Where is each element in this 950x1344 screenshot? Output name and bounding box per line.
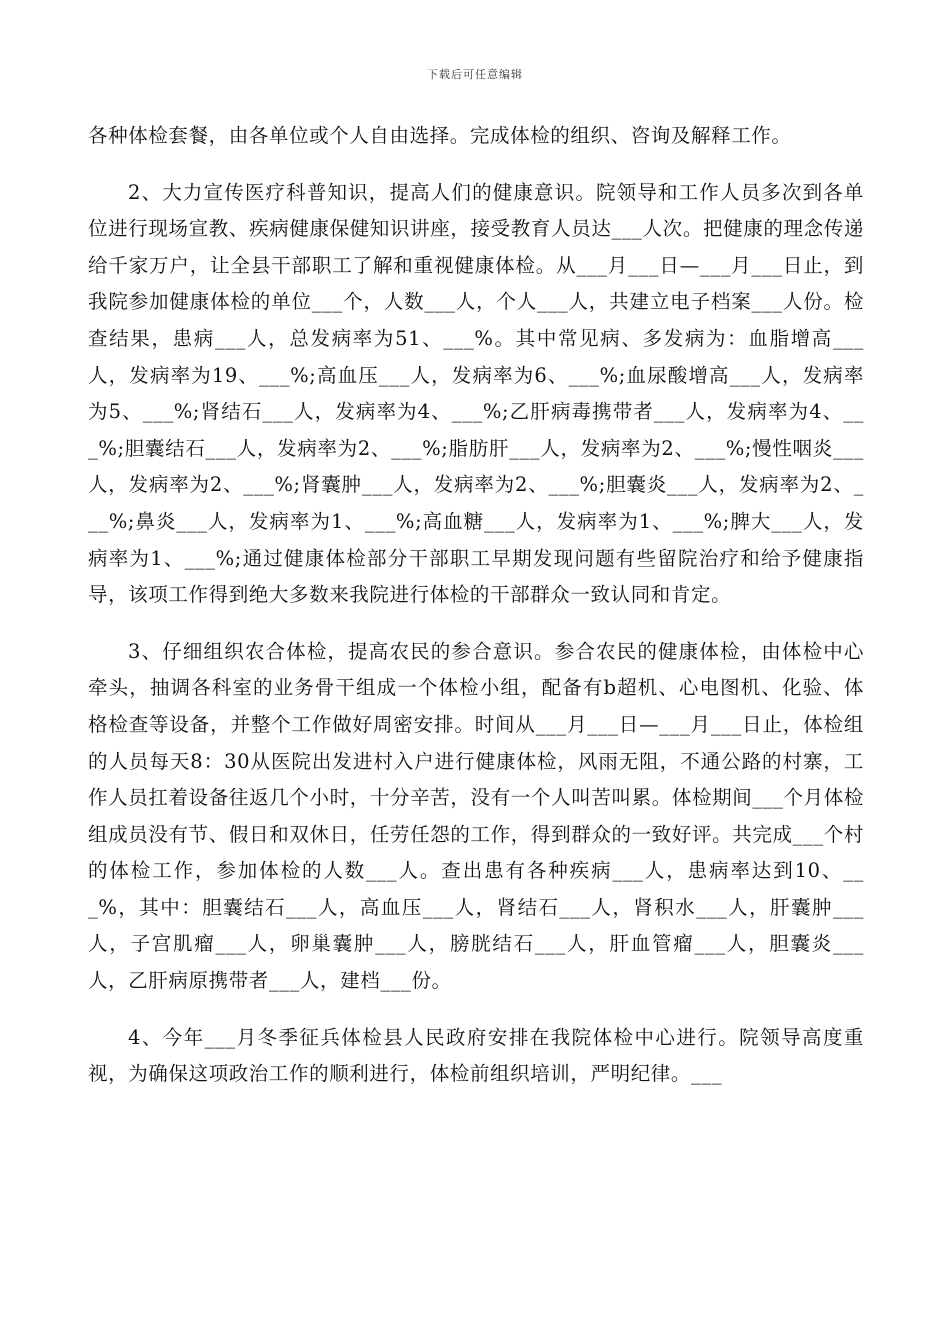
paragraph-item-3: 3、仔细组织农合体检，提高农民的参合意识。参合农民的健康体检，由体检中心牵头，抽调各科室的业务骨干组成一个体检小组，配备有b超机、心电图机、化验、体格检查等设备，并整个工作做好周密安排。时间从___月___日—___月___日止，体检组的人员每天8：30从医院出发进村入户进行健康体检，风雨无阻，不通公路的村寨，工作人员扛着设备往返几个小时，十分辛苦，没有一个人叫苦叫累。体检期间___个月体检组成员没有节、假日和双休日，任劳任怨的工作，得到群众的一致好评。共完成___个村的体检工作，参加体检的人数___人。查出患有各种疾病___人，患病率达到10、___%，其中：胆囊结石___人，高血压___人，肾结石___人，肾积水___人，肝囊肿___人，子宫肌瘤___人，卵巢囊肿___人，膀胱结石___人，肝血管瘤___人，胆囊炎___人，乙肝病原携带者___人，建档___份。 — [88, 639, 864, 993]
paragraph-continuation: 各种体检套餐，由各单位或个人自由选择。完成体检的组织、咨询及解释工作。 — [88, 124, 792, 147]
paragraph-item-4: 4、今年___月冬季征兵体检县人民政府安排在我院体检中心进行。院领导高度重视，为确保这项政治工作的顺利进行，体检前组织培训，严明纪律。___ — [88, 1025, 864, 1086]
paragraph-item-2: 2、大力宣传医疗科普知识，提高人们的健康意识。院领导和工作人员多次到各单位进行现场宣教、疾病健康保健知识讲座，接受教育人员达___人次。把健康的理念传递给千家万户，让全县干部职工了解和重视健康体检。从___月___日—___月___日止，到我院参加健康体检的单位___个，人数___人，个人___人，共建立电子档案___人份。检查结果，患病___人，总发病率为51、___%。其中常见病、多发病为：血脂增高___人，发病率为19、___%;高血压___人，发病率为6、___%;血尿酸增高___人，发病率为5、___%;肾结石___人，发病率为4、___%;乙肝病毒携带者___人，发病率为4、___%;胆囊结石___人，发病率为2、___%;脂肪肝___人，发病率为2、___%;慢性咽炎___人，发病率为2、___%;肾囊肿___人，发病率为2、___%;胆囊炎___人，发病率为2、___%;鼻炎___人，发病率为1、___%;高血糖___人，发病率为1、___%;脾大___人，发病率为1、___%;通过健康体检部分干部职工早期发现问题有些留院治疗和给予健康指导，该项工作得到绝大多数来我院进行体检的干部群众一致认同和肯定。 — [88, 180, 864, 607]
document-body — [88, 118, 864, 1093]
page-header-note: 下载后可任意编辑 — [427, 68, 523, 81]
